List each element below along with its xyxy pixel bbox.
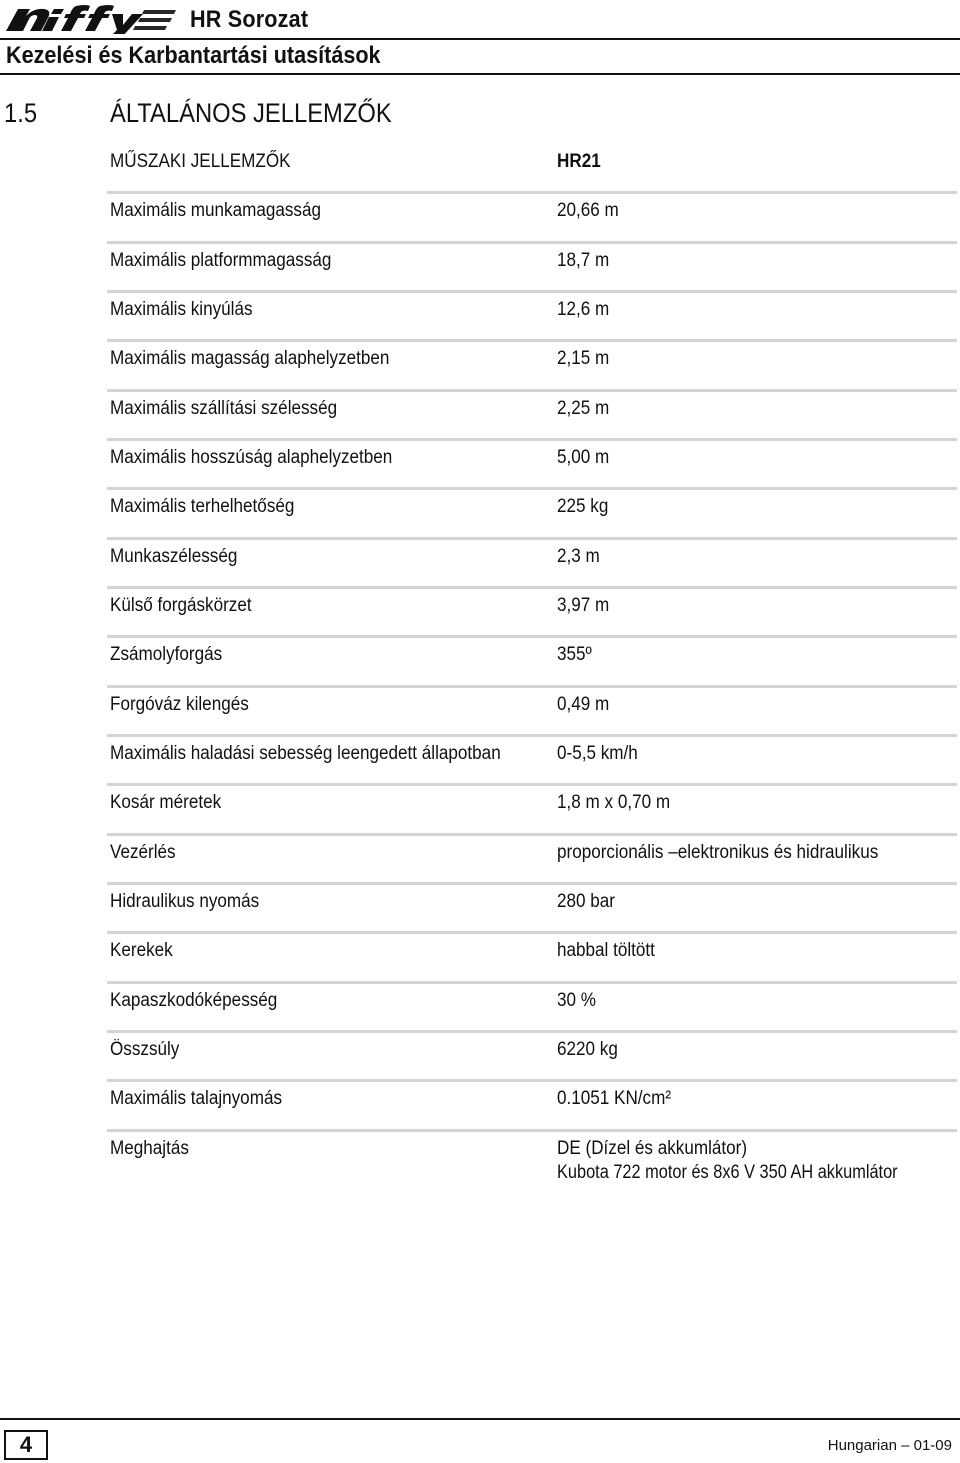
specs-header-model: HR21 bbox=[557, 151, 601, 172]
spec-value: 6220 kg bbox=[557, 1039, 618, 1060]
spec-value: 2,3 m bbox=[557, 546, 600, 567]
spec-label: Forgóváz kilengés bbox=[110, 694, 249, 715]
spec-value: 12,6 m bbox=[557, 299, 610, 320]
table-row bbox=[0, 781, 960, 830]
specs-header-label: MŰSZAKI JELLEMZŐK bbox=[110, 151, 291, 172]
spec-label: Kapaszkodóképesség bbox=[110, 990, 278, 1011]
header-divider-bottom bbox=[0, 73, 960, 75]
spec-value: 355º bbox=[557, 644, 592, 665]
table-row bbox=[0, 831, 960, 880]
spec-label: Meghajtás bbox=[110, 1138, 189, 1159]
spec-label: Vezérlés bbox=[110, 842, 176, 863]
table-row bbox=[0, 535, 960, 584]
table-row bbox=[0, 1077, 960, 1126]
table-row bbox=[0, 979, 960, 1028]
table-row bbox=[0, 732, 960, 781]
spec-label: Maximális szállítási szélesség bbox=[110, 398, 338, 419]
spec-value: 225 kg bbox=[557, 496, 609, 517]
table-row bbox=[0, 1127, 960, 1197]
header-divider bbox=[0, 38, 960, 40]
footer-language-date: Hungarian – 01-09 bbox=[827, 1437, 952, 1454]
spec-value: 2,25 m bbox=[557, 398, 610, 419]
table-row bbox=[0, 584, 960, 633]
spec-label: Maximális munkamagasság bbox=[110, 200, 321, 221]
table-row bbox=[0, 485, 960, 534]
spec-value: 0-5,5 km/h bbox=[557, 743, 638, 764]
spec-value-line2: Kubota 722 motor és 8x6 V 350 AH akkumlátor bbox=[557, 1162, 898, 1183]
section-title: ÁLTALÁNOS JELLEMZŐK bbox=[110, 98, 392, 128]
table-row bbox=[0, 387, 960, 436]
spec-label: Kosár méretek bbox=[110, 792, 222, 813]
spec-label: Maximális platformmagasság bbox=[110, 250, 332, 271]
spec-label: Maximális magasság alaphelyzetben bbox=[110, 348, 390, 369]
spec-value: proporcionális –elektronikus és hidraulikus bbox=[557, 842, 879, 863]
spec-value: 30 % bbox=[557, 990, 596, 1011]
spec-value: 18,7 m bbox=[557, 250, 610, 271]
nifty-logo bbox=[4, 4, 176, 34]
table-row bbox=[0, 337, 960, 386]
document-title: Kezelési és Karbantartási utasítások bbox=[6, 42, 381, 69]
spec-value: DE (Dízel és akkumlátor) bbox=[557, 1138, 748, 1159]
table-row bbox=[0, 880, 960, 929]
spec-value: 1,8 m x 0,70 m bbox=[557, 792, 671, 813]
spec-label: Külső forgáskörzet bbox=[110, 595, 252, 616]
table-row bbox=[0, 436, 960, 485]
spec-value: 280 bar bbox=[557, 891, 616, 912]
spec-value: 0.1051 KN/cm² bbox=[557, 1088, 672, 1109]
spec-label: Maximális kinyúlás bbox=[110, 299, 253, 320]
spec-value: 20,66 m bbox=[557, 200, 619, 221]
table-row bbox=[0, 683, 960, 732]
footer-divider bbox=[0, 1418, 960, 1420]
spec-label: Maximális haladási sebesség leengedett állapotban bbox=[110, 743, 501, 764]
spec-value: 3,97 m bbox=[557, 595, 610, 616]
spec-label: Munkaszélesség bbox=[110, 546, 238, 567]
table-row bbox=[0, 1028, 960, 1077]
series-title: HR Sorozat bbox=[190, 6, 309, 33]
table-row bbox=[0, 239, 960, 288]
spec-label: Összsúly bbox=[110, 1039, 180, 1060]
table-row bbox=[0, 189, 960, 238]
section-number: 1.5 bbox=[4, 98, 38, 128]
spec-label: Zsámolyforgás bbox=[110, 644, 223, 665]
spec-label: Maximális terhelhetőség bbox=[110, 496, 295, 517]
page-number: 4 bbox=[4, 1430, 48, 1460]
spec-label: Maximális hosszúság alaphelyzetben bbox=[110, 447, 393, 468]
table-row bbox=[0, 633, 960, 682]
spec-value: 5,00 m bbox=[557, 447, 610, 468]
spec-label: Maximális talajnyomás bbox=[110, 1088, 283, 1109]
spec-value: 0,49 m bbox=[557, 694, 610, 715]
table-row bbox=[0, 288, 960, 337]
spec-value: 2,15 m bbox=[557, 348, 610, 369]
table-row bbox=[0, 929, 960, 978]
spec-value: habbal töltött bbox=[557, 940, 655, 961]
spec-label: Hidraulikus nyomás bbox=[110, 891, 260, 912]
specs-header-row bbox=[0, 140, 960, 189]
spec-label: Kerekek bbox=[110, 940, 173, 961]
